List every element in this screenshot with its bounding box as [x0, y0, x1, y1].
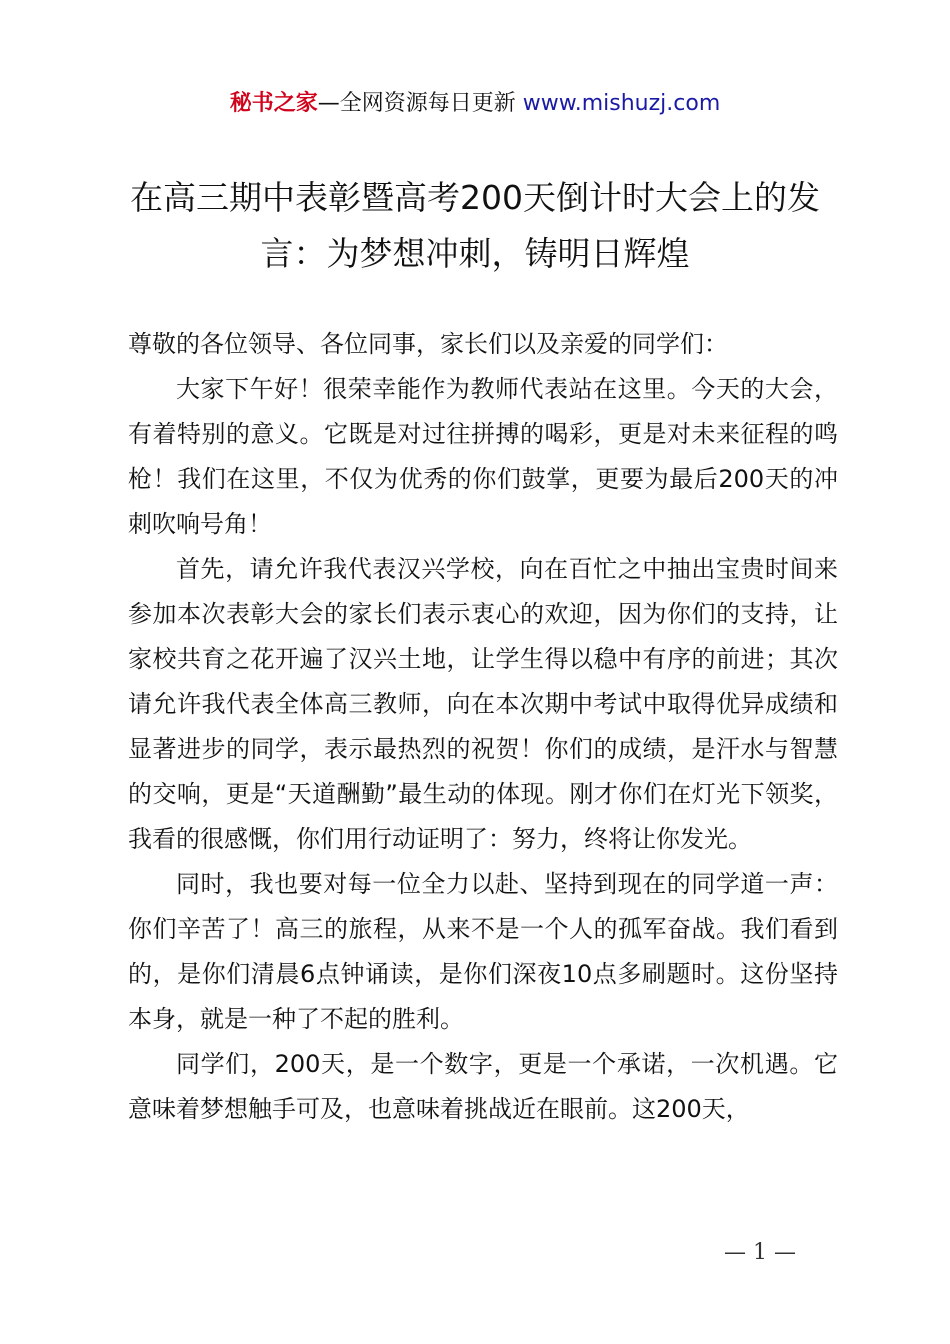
- page-number: — 1 —: [724, 1240, 796, 1265]
- brand-name: 秘书之家: [229, 91, 318, 116]
- salutation: 尊敬的各位领导、各位同事，家长们以及亲爱的同学们：: [128, 330, 728, 358]
- site-header: [0, 86, 950, 122]
- document-body: [128, 322, 838, 1132]
- paragraph: 同时，我也要对每一位全力以赴、坚持到现在的同学道一声：你们辛苦了！高三的旅程，从来不是一个人的孤军奋战。我们看到的，是你们清晨6点钟诵读，是你们深夜10点多刷题时。这份坚持本身，就是一种了不起的胜利。: [128, 870, 838, 1033]
- paragraph: 大家下午好！很荣幸能作为教师代表站在这里。今天的大会，有着特别的意义。它既是对过往拼搏的喝彩，更是对未来征程的鸣枪！我们在这里，不仅为优秀的你们鼓掌，更要为最后200天的冲刺吹响号角！: [128, 375, 838, 538]
- document-title: 在高三期中表彰暨高考200天倒计时大会上的发言：为梦想冲刺，铸明日辉煌: [130, 178, 820, 273]
- site-url-link[interactable]: www.mishuzj.com: [522, 91, 721, 116]
- paragraph: 同学们，200天，是一个数字，更是一个承诺，一次机遇。它意味着梦想触手可及，也意味着挑战近在眼前。这200天，: [128, 1050, 838, 1123]
- header-tagline: —全网资源每日更新: [317, 91, 516, 116]
- paragraph: 首先，请允许我代表汉兴学校，向在百忙之中抽出宝贵时间来参加本次表彰大会的家长们表示衷心的欢迎，因为你们的支持，让家校共育之花开遍了汉兴土地，让学生得以稳中有序的前进；其次请允许我代表全体高三教师，向在本次期中考试中取得优异成绩和显著进步的同学，表示最热烈的祝贺！你们的成绩，是汗水与智慧的交响，更是“天道酬勤”最生动的体现。刚才你们在灯光下领奖，我看的很感慨，你们用行动证明了：努力，终将让你发光。: [128, 555, 838, 853]
